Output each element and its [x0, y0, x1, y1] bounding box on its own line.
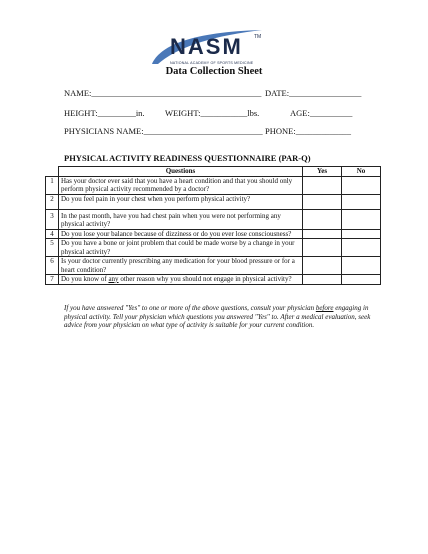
no-header: No	[342, 167, 381, 177]
question-number: 5	[46, 239, 59, 257]
yes-cell[interactable]	[303, 209, 342, 229]
question-text: Do you feel pain in your chest when you perform physical activity?	[59, 194, 303, 209]
question-text: Do you lose your balance because of dizziness or do you ever lose consciousness?	[59, 229, 303, 239]
question-number: 6	[46, 257, 59, 275]
phone-field[interactable]: PHONE:_____________	[265, 126, 351, 136]
parq-instruction-note	[64, 304, 376, 330]
table-row	[46, 275, 381, 285]
question-text: Is your doctor currently prescribing any medication for your blood pressure or for a heart condition?	[59, 257, 303, 275]
no-cell[interactable]	[342, 275, 381, 285]
question-number: 1	[46, 176, 59, 194]
note-text-emphasis: before	[315, 304, 334, 312]
question-text-emphasis: any	[108, 275, 119, 283]
name-field[interactable]: NAME:________________________________________	[64, 88, 262, 98]
age-field[interactable]: AGE:__________	[290, 108, 353, 118]
no-cell[interactable]	[342, 209, 381, 229]
date-field[interactable]: DATE:_________________	[265, 88, 362, 98]
yes-cell[interactable]	[303, 194, 342, 209]
yes-cell[interactable]	[303, 257, 342, 275]
yes-cell[interactable]	[303, 176, 342, 194]
parq-heading: PHYSICAL ACTIVITY READINESS QUESTIONNAIRE (PAR-Q)	[64, 153, 311, 163]
weight-field[interactable]: WEIGHT:___________lbs.	[165, 108, 260, 118]
logo-trademark: TM	[254, 34, 262, 40]
question-text: Do you have a bone or joint problem that could be made worse by a change in your physical activity?	[59, 239, 303, 257]
logo-subtitle: NATIONAL ACADEMY OF SPORTS MEDICINE	[170, 61, 254, 65]
question-number: 3	[46, 209, 59, 229]
parq-table	[45, 166, 381, 285]
questions-header: Questions	[59, 167, 303, 177]
no-cell[interactable]	[342, 229, 381, 239]
question-text: In the past month, have you had chest pain when you were not performing any physical activity?	[59, 209, 303, 229]
table-row	[46, 239, 381, 257]
no-cell[interactable]	[342, 239, 381, 257]
question-number: 2	[46, 194, 59, 209]
no-cell[interactable]	[342, 194, 381, 209]
question-number: 7	[46, 275, 59, 285]
table-row	[46, 229, 381, 239]
yes-header: Yes	[303, 167, 342, 177]
question-number: 4	[46, 229, 59, 239]
logo-text: NASM	[170, 34, 243, 59]
table-row	[46, 194, 381, 209]
yes-cell[interactable]	[303, 239, 342, 257]
page-title: Data Collection Sheet	[165, 66, 263, 77]
question-text: Has your doctor ever said that you have a heart condition and that you should only perform physical activity recommended by a doctor?	[59, 176, 303, 194]
note-text-part: engaging in physical activity. Tell your physician which questions you answered "Yes" to. After a medical evaluation, seek advice from your physician on what type of activity is suitable for your current condition.	[64, 304, 371, 329]
question-text-part: Do you know of	[61, 275, 109, 283]
no-cell[interactable]	[342, 176, 381, 194]
physicians-name-field[interactable]: PHYSICIANS NAME:____________________________	[64, 126, 263, 136]
question-text	[59, 275, 303, 285]
yes-cell[interactable]	[303, 229, 342, 239]
no-cell[interactable]	[342, 257, 381, 275]
parq-header-row	[46, 167, 381, 177]
table-row	[46, 257, 381, 275]
height-field[interactable]: HEIGHT:_________in.	[64, 108, 145, 118]
note-text-part: If you have answered "Yes" to one or more of the above questions, consult your physician	[64, 304, 316, 312]
table-row	[46, 176, 381, 194]
question-text-part: other reason why you should not engage in physical activity?	[118, 275, 292, 283]
yes-cell[interactable]	[303, 275, 342, 285]
table-row	[46, 209, 381, 229]
